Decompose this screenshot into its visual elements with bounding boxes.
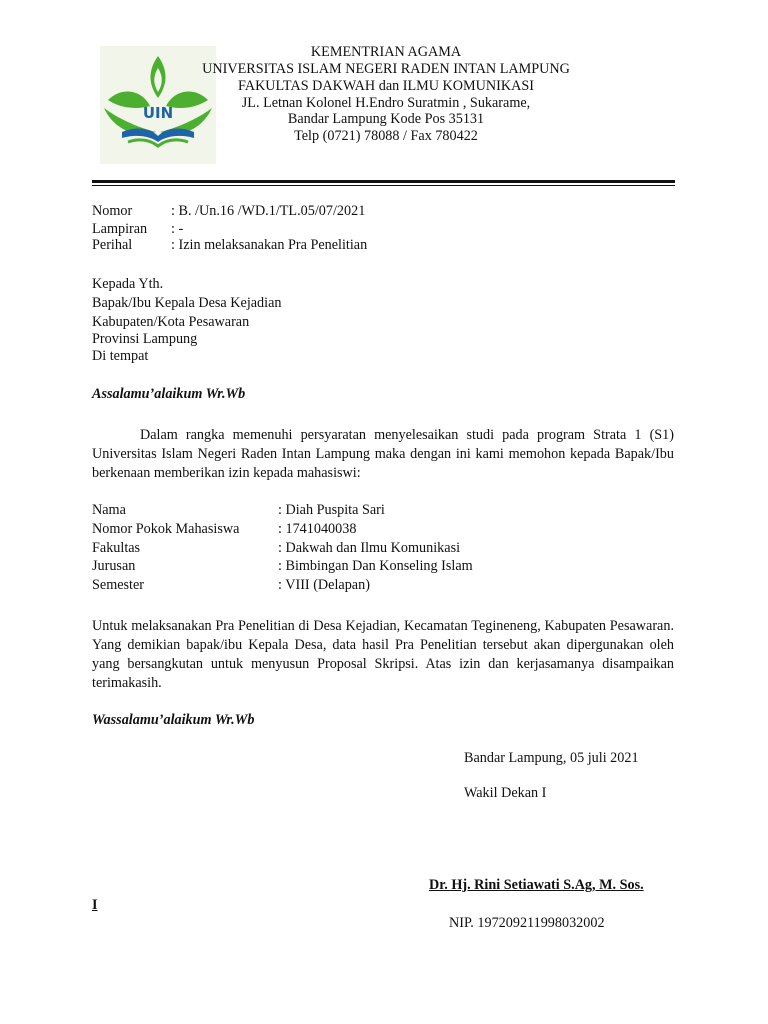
jurusan-value: : Bimbingan Dan Konseling Islam [278, 558, 473, 574]
recipient-line-2: Bapak/Ibu Kepala Desa Kejadian [92, 295, 282, 311]
logo-text: UIN [142, 104, 174, 122]
signer-nip: NIP. 197209211998032002 [449, 915, 605, 931]
greeting: Assalamu’alaikum Wr.Wb [92, 386, 246, 402]
semester-value: : VIII (Delapan) [278, 577, 370, 593]
fakultas-label: Fakultas [92, 540, 141, 556]
address-line: JL. Letnan Kolonel H.Endro Suratmin , Sukarame, [241, 95, 531, 111]
header-divider-thin [92, 185, 675, 186]
perihal-label: Perihal [92, 237, 133, 253]
header-divider-thick [92, 180, 675, 183]
signer-position: Wakil Dekan I [464, 785, 547, 801]
closing-greeting: Wassalamu’alaikum Wr.Wb [92, 712, 255, 728]
recipient-line-4: Provinsi Lampung [92, 331, 198, 347]
ministry-name: KEMENTRIAN AGAMA [310, 44, 462, 60]
jurusan-label: Jurusan [92, 558, 136, 574]
recipient-line-5: Di tempat [92, 348, 149, 364]
nomor-value: : B. /Un.16 /WD.1/TL.05/07/2021 [171, 203, 366, 219]
nama-value: : Diah Puspita Sari [278, 502, 385, 518]
university-name: UNIVERSITAS ISLAM NEGERI RADEN INTAN LAMPUNG [202, 61, 570, 77]
recipient-line-1: Kepada Yth. [92, 276, 164, 292]
lampiran-label: Lampiran [92, 221, 148, 237]
semester-label: Semester [92, 577, 145, 593]
place-date: Bandar Lampung, 05 juli 2021 [464, 750, 639, 766]
nama-label: Nama [92, 502, 126, 518]
phone-fax: Telp (0721) 78088 / Fax 780422 [294, 128, 478, 144]
paragraph-request: Dalam rangka memenuhi persyaratan menyelesaikan studi pada program Strata 1 (S1) Universitas Islam Negeri Raden Intan Lampung maka dengan ini kami memohon kepada Bapak/Ibu berkenaan memberikan izin kepada mahasiswi: [92, 427, 674, 481]
recipient-line-3: Kabupaten/Kota Pesawaran [92, 314, 250, 330]
lampiran-value: : - [171, 221, 184, 237]
perihal-value: : Izin melaksanakan Pra Penelitian [171, 237, 368, 253]
city-postal: Bandar Lampung Kode Pos 35131 [287, 111, 485, 127]
fakultas-value: : Dakwah dan Ilmu Komunikasi [278, 540, 461, 556]
signer-name: Dr. Hj. Rini Setiawati S.Ag, M. Sos. [429, 877, 644, 893]
signer-name-tail: I [92, 897, 98, 913]
faculty-name: FAKULTAS DAKWAH dan ILMU KOMUNIKASI [237, 78, 534, 94]
npm-label: Nomor Pokok Mahasiswa [92, 521, 240, 537]
paragraph-purpose: Untuk melaksanakan Pra Penelitian di Desa Kejadian, Kecamatan Tegineneng, Kabupaten Pesawaran. Yang demikian bapak/ibu Kepala Desa, data hasil Pra Penelitian tersebut akan dipergunakan oleh yang bersangkutan untuk menyusun Proposal Skripsi. Atas izin dan kerjasamanya disampaikan terimakasih. [92, 618, 674, 691]
nomor-label: Nomor [92, 203, 133, 219]
npm-value: : 1741040038 [278, 521, 357, 537]
